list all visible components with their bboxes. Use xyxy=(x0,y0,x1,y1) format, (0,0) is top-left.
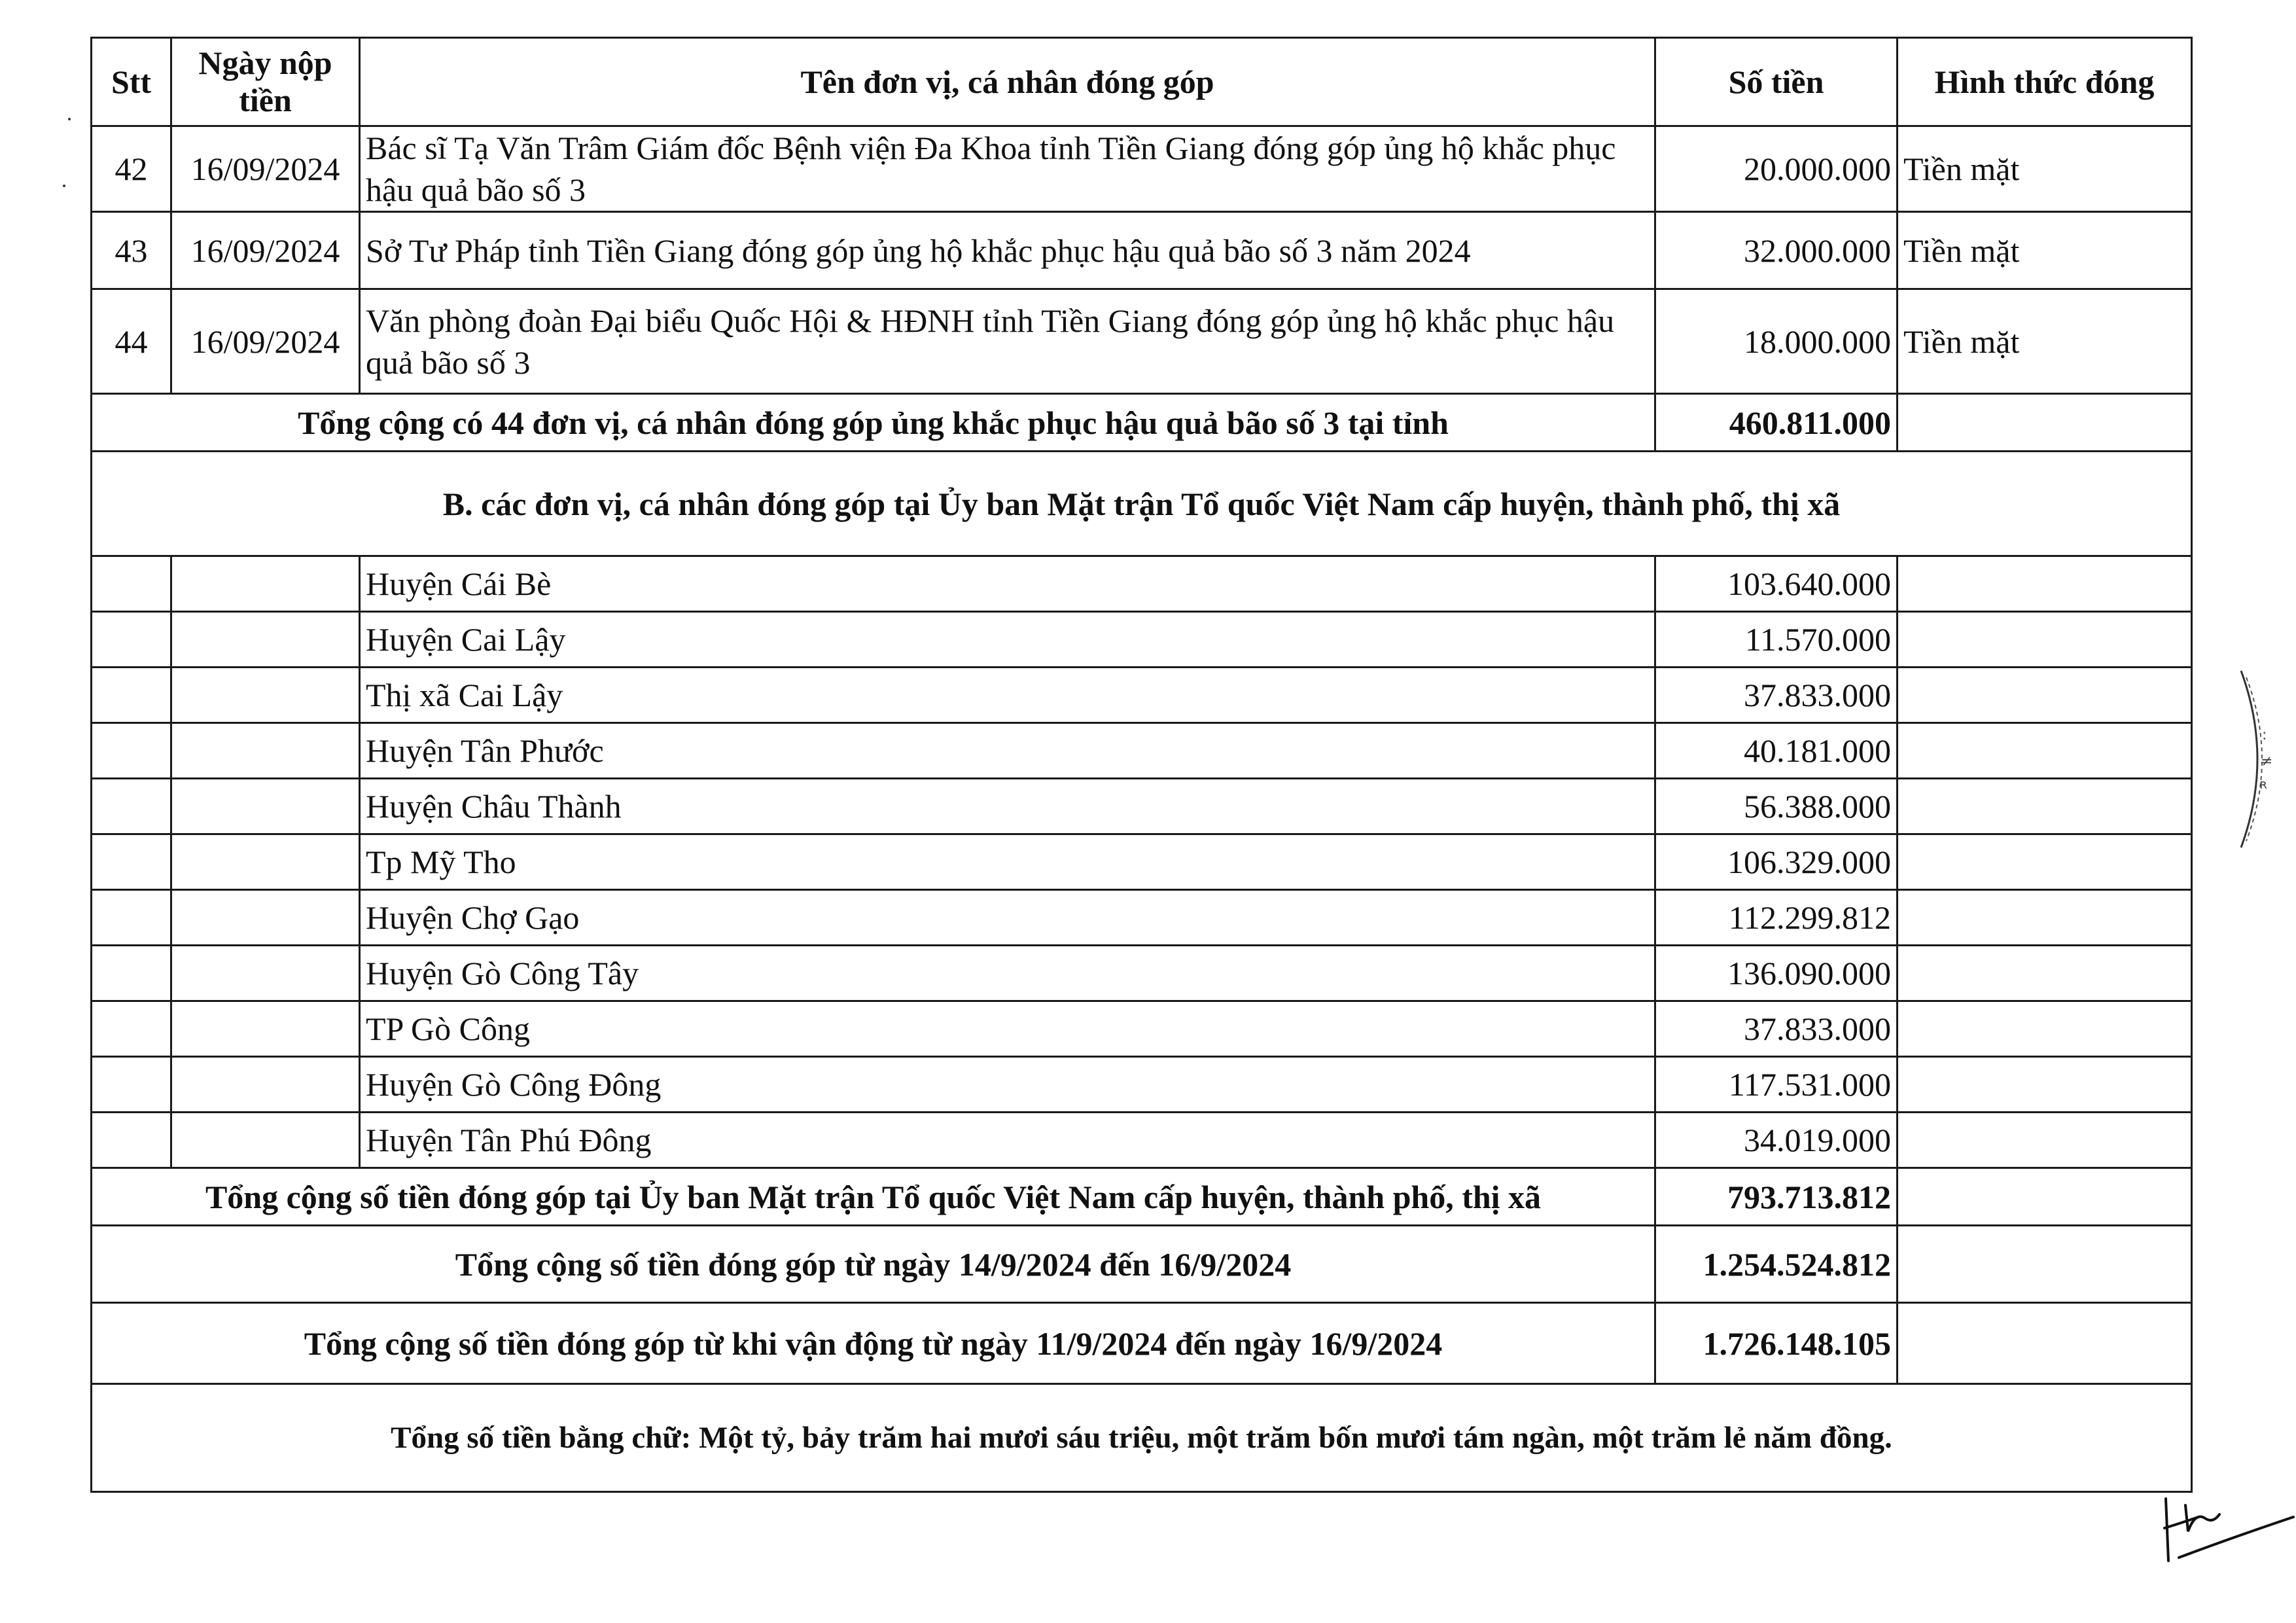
empty-cell xyxy=(1898,668,2192,723)
empty-cell xyxy=(1898,779,2192,834)
empty-cell xyxy=(1898,394,2192,452)
empty-cell xyxy=(171,556,360,612)
empty-cell xyxy=(92,1057,171,1113)
row-name: Bác sĩ Tạ Văn Trâm Giám đốc Bệnh viện Đa Khoa tỉnh Tiền Giang đóng góp ủng hộ khắc phục hậu quả bão số 3 xyxy=(360,126,1655,212)
empty-cell xyxy=(171,779,360,834)
district-name: Tp Mỹ Tho xyxy=(360,834,1655,890)
header-stt: Stt xyxy=(92,38,171,126)
empty-cell xyxy=(1898,1057,2192,1113)
svg-text::: : xyxy=(2262,727,2267,743)
range-total-amount: 1.254.524.812 xyxy=(1655,1226,1898,1303)
district-name: TP Gò Công xyxy=(360,1001,1655,1057)
header-name: Tên đơn vị, cá nhân đóng góp xyxy=(360,38,1655,126)
empty-cell xyxy=(92,834,171,890)
empty-cell xyxy=(171,1113,360,1168)
table-row xyxy=(92,289,2192,394)
empty-cell xyxy=(171,946,360,1001)
section-b-title-row xyxy=(92,452,2192,556)
district-row xyxy=(92,556,2192,612)
empty-cell xyxy=(1898,890,2192,946)
section-b-title: B. các đơn vị, cá nhân đóng góp tại Ủy ban Mặt trận Tổ quốc Việt Nam cấp huyện, thành phố, thị xã xyxy=(92,452,2192,556)
empty-cell xyxy=(1898,612,2192,668)
header-row xyxy=(92,38,2192,126)
section-a-total-label: Tổng cộng có 44 đơn vị, cá nhân đóng góp ủng khắc phục hậu quả bão số 3 tại tỉnh xyxy=(92,394,1655,452)
header-method: Hình thức đóng xyxy=(1898,38,2192,126)
amount-in-words: Tổng số tiền bằng chữ: Một tỷ, bảy trăm hai mươi sáu triệu, một trăm bốn mươi tám ngàn, một trăm lẻ năm đồng. xyxy=(92,1384,2192,1492)
svg-text:≠: ≠ xyxy=(2261,753,2273,770)
empty-cell xyxy=(1898,1303,2192,1384)
contribution-table xyxy=(90,37,2193,1493)
district-amount: 106.329.000 xyxy=(1655,834,1898,890)
district-row xyxy=(92,1057,2192,1113)
scan-mark xyxy=(68,118,71,120)
empty-cell xyxy=(92,890,171,946)
district-amount: 37.833.000 xyxy=(1655,668,1898,723)
table-row xyxy=(92,212,2192,289)
grand-total-label: Tổng cộng số tiền đóng góp từ khi vận động từ ngày 11/9/2024 đến ngày 16/9/2024 xyxy=(92,1303,1655,1384)
row-amount: 18.000.000 xyxy=(1655,289,1898,394)
empty-cell xyxy=(92,1001,171,1057)
section-b-total-amount: 793.713.812 xyxy=(1655,1168,1898,1226)
empty-cell xyxy=(171,612,360,668)
district-name: Huyện Gò Công Tây xyxy=(360,946,1655,1001)
district-name: Huyện Tân Phú Đông xyxy=(360,1113,1655,1168)
section-b-total-row xyxy=(92,1168,2192,1226)
header-date: Ngày nộp tiền xyxy=(171,38,360,126)
empty-cell xyxy=(171,1001,360,1057)
row-method: Tiền mặt xyxy=(1898,126,2192,212)
empty-cell xyxy=(1898,723,2192,779)
row-stt: 44 xyxy=(92,289,171,394)
signature xyxy=(2159,1486,2296,1571)
district-row xyxy=(92,834,2192,890)
district-name: Huyện Tân Phước xyxy=(360,723,1655,779)
table-row xyxy=(92,126,2192,212)
district-amount: 103.640.000 xyxy=(1655,556,1898,612)
range-total-label: Tổng cộng số tiền đóng góp từ ngày 14/9/2024 đến 16/9/2024 xyxy=(92,1226,1655,1303)
empty-cell xyxy=(92,668,171,723)
district-row xyxy=(92,723,2192,779)
district-name: Huyện Châu Thành xyxy=(360,779,1655,834)
district-amount: 34.019.000 xyxy=(1655,1113,1898,1168)
district-name: Huyện Gò Công Đông xyxy=(360,1057,1655,1113)
district-row xyxy=(92,612,2192,668)
empty-cell xyxy=(92,556,171,612)
district-amount: 11.570.000 xyxy=(1655,612,1898,668)
district-row xyxy=(92,1113,2192,1168)
empty-cell xyxy=(1898,946,2192,1001)
row-date: 16/09/2024 xyxy=(171,126,360,212)
row-date: 16/09/2024 xyxy=(171,289,360,394)
row-method: Tiền mặt xyxy=(1898,289,2192,394)
grand-total-amount: 1.726.148.105 xyxy=(1655,1303,1898,1384)
header-amount: Số tiền xyxy=(1655,38,1898,126)
row-method: Tiền mặt xyxy=(1898,212,2192,289)
row-date: 16/09/2024 xyxy=(171,212,360,289)
empty-cell xyxy=(1898,1168,2192,1226)
empty-cell xyxy=(1898,1001,2192,1057)
empty-cell xyxy=(1898,1113,2192,1168)
range-total-row xyxy=(92,1226,2192,1303)
district-amount: 117.531.000 xyxy=(1655,1057,1898,1113)
empty-cell xyxy=(1898,834,2192,890)
section-b-total-label: Tổng cộng số tiền đóng góp tại Ủy ban Mặt trận Tổ quốc Việt Nam cấp huyện, thành phố, thị xã xyxy=(92,1168,1655,1226)
svg-text:ʀ: ʀ xyxy=(2259,776,2268,792)
district-amount: 40.181.000 xyxy=(1655,723,1898,779)
row-name: Văn phòng đoàn Đại biểu Quốc Hội & HĐNH tỉnh Tiền Giang đóng góp ủng hộ khắc phục hậu quả bão số 3 xyxy=(360,289,1655,394)
district-amount: 37.833.000 xyxy=(1655,1001,1898,1057)
district-row xyxy=(92,779,2192,834)
row-stt: 43 xyxy=(92,212,171,289)
empty-cell xyxy=(171,723,360,779)
empty-cell xyxy=(171,1057,360,1113)
section-a-total-amount: 460.811.000 xyxy=(1655,394,1898,452)
stamp-partial xyxy=(2234,668,2287,851)
district-name: Thị xã Cai Lậy xyxy=(360,668,1655,723)
row-amount: 20.000.000 xyxy=(1655,126,1898,212)
empty-cell xyxy=(92,723,171,779)
district-amount: 112.299.812 xyxy=(1655,890,1898,946)
row-name: Sở Tư Pháp tỉnh Tiền Giang đóng góp ủng hộ khắc phục hậu quả bão số 3 năm 2024 xyxy=(360,212,1655,289)
district-row xyxy=(92,1001,2192,1057)
empty-cell xyxy=(1898,1226,2192,1303)
empty-cell xyxy=(171,668,360,723)
row-amount: 32.000.000 xyxy=(1655,212,1898,289)
scan-mark xyxy=(63,185,65,187)
row-stt: 42 xyxy=(92,126,171,212)
district-name: Huyện Cái Bè xyxy=(360,556,1655,612)
empty-cell xyxy=(92,1113,171,1168)
empty-cell xyxy=(92,779,171,834)
in-words-row xyxy=(92,1384,2192,1492)
district-row xyxy=(92,946,2192,1001)
district-row xyxy=(92,668,2192,723)
empty-cell xyxy=(171,834,360,890)
district-name: Huyện Chợ Gạo xyxy=(360,890,1655,946)
empty-cell xyxy=(1898,556,2192,612)
empty-cell xyxy=(171,890,360,946)
district-amount: 136.090.000 xyxy=(1655,946,1898,1001)
section-a-total-row xyxy=(92,394,2192,452)
empty-cell xyxy=(92,612,171,668)
district-row xyxy=(92,890,2192,946)
district-name: Huyện Cai Lậy xyxy=(360,612,1655,668)
empty-cell xyxy=(92,946,171,1001)
grand-total-row xyxy=(92,1303,2192,1384)
district-amount: 56.388.000 xyxy=(1655,779,1898,834)
